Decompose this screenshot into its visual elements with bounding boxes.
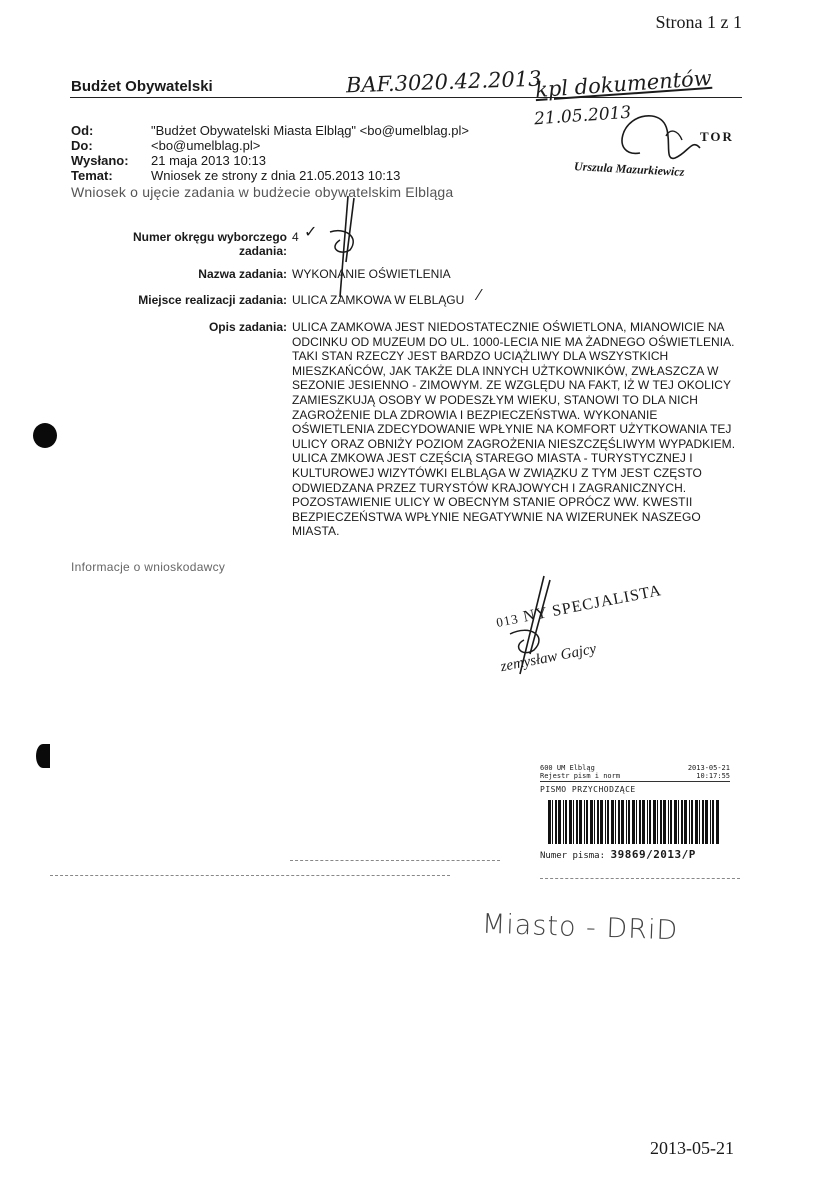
barcode-bar — [689, 800, 690, 844]
barcode-bar — [649, 800, 651, 844]
director-stamp-name: Urszula Mazurkiewicz — [573, 159, 685, 179]
header-divider — [70, 97, 742, 98]
barcode-bar — [611, 800, 614, 844]
registry-time: 10:17:55 — [696, 772, 730, 780]
specialist-stamp-role: NY SPECJALISTA — [521, 582, 664, 626]
description-value: ULICA ZAMKOWA JEST NIEDOSTATECZNIE OŚWIETLONA, MIANOWICIE NA ODCINKU OD MUZEUM DO UL. 1000-LECIA NIE MA ŻADNEGO OŚWIETLENIA. TAKI STAN RZECZY JEST BARDZO UCIĄŻLIWY DLA WSZYSTKICH MIESZKAŃCÓW, JAK TAKŻE DLA INNYCH UŻTKOWNIKÓW, ZWŁASZCZA W SEZONIE JESIENNO - ZIMOWYM. ZE WZGLĘDU NA FAKT, IŻ W TEJ OKOLICY ZAMIESZKUJĄ OSOBY W PODESZŁYM WIEKU, STANOWI TO DLA NICH ZAGROŻENIE DLA ZDROWIA I BEZPIECZEŃSTWA. WYKONANIE OŚWIETLENIA ZDECYDOWANIE WPŁYNIE NA KOMFORT UŻYTKOWANIA TEJ ULICY ORAZ OBNIŻY POZIOM ZAGROŻENIA NIESZCZĘŚLIWYM WYPADKIEM. ULICA ZMKOWA JEST CZĘŚCIĄ STAREGO MIASTA - TURYSTYCZNEJ I KULTUROWEJ WIZYTÓWKI ELBLĄGA W ZWIĄZKU Z TYM JEST CZĘSTO ODWIEDZANA PRZEZ TURYSTÓW KRAJOWYCH I ZAGRANICZNYCH. POZOSTAWIENIE ULICY W OBECNYM STANIE OPRÓCZ WW. KWESTII BEZPIECZEŃSTWA WPŁYNIE NEGATYWNIE NA WIZERUNEK NASZEGO MIASTA. — [292, 320, 736, 539]
barcode-bar — [579, 800, 582, 844]
registry-stamp-row1 — [540, 764, 730, 772]
barcode-image — [548, 800, 720, 844]
department-note-handwritten: Miasto - DRiD — [481, 908, 679, 947]
footer-date: 2013-05-21 — [650, 1138, 734, 1158]
barcode-bar — [600, 800, 603, 844]
barcode-bar — [668, 800, 669, 844]
barcode-bar — [584, 800, 585, 844]
barcode-bar — [642, 800, 645, 844]
documents-date-handwritten: 21.05.2013 — [533, 102, 632, 130]
barcode-bar — [558, 800, 561, 844]
punch-hole-upper — [33, 423, 57, 448]
director-stamp-title: TOR — [700, 129, 734, 144]
registry-stamp-row2 — [540, 772, 730, 780]
barcode-bar — [628, 800, 630, 844]
registry-doc-type: PISMO PRZYCHODZĄCE — [540, 785, 636, 794]
barcode-bar — [548, 800, 551, 844]
barcode-bar — [695, 800, 698, 844]
barcode-bar — [573, 800, 574, 844]
barcode-bar — [590, 800, 593, 844]
registry-stamp — [540, 764, 730, 861]
description-label: Opis zadania: — [208, 320, 287, 334]
from-label: Od: — [71, 123, 94, 138]
case-number-handwritten: BAF.3020.42.2013 — [345, 66, 542, 98]
barcode-bar — [607, 800, 609, 844]
registry-number-row — [540, 848, 730, 861]
barcode-bar — [702, 800, 704, 844]
barcode-bar — [670, 800, 672, 844]
registry-divider — [540, 781, 730, 782]
barcode-bar — [569, 800, 572, 844]
dashed-line-upper — [290, 860, 500, 861]
location-label: Miejsce realizacji zadania: — [138, 293, 287, 307]
barcode-bar — [594, 800, 595, 844]
barcode-bar — [699, 800, 700, 844]
sent-label: Wysłano: — [71, 153, 129, 168]
barcode-bar — [632, 800, 635, 844]
barcode-bar — [639, 800, 641, 844]
documents-note-handwritten: kpl dokumentów — [534, 65, 713, 103]
barcode-bar — [674, 800, 677, 844]
barcode-bar — [647, 800, 648, 844]
sent-value: 21 maja 2013 10:13 — [151, 153, 266, 168]
district-label — [67, 230, 287, 258]
task-name-label: Nazwa zadania: — [198, 267, 287, 281]
barcode-bar — [705, 800, 708, 844]
document-title: Budżet Obywatelski — [71, 78, 213, 95]
registry-number-label: Numer pisma: — [540, 851, 606, 861]
registry-register: Rejestr pism i norm — [540, 772, 621, 780]
punch-hole-lower — [36, 744, 50, 768]
barcode-bar — [597, 800, 599, 844]
specialist-stamp-prefix: 013 — [495, 610, 520, 630]
to-value: <bo@umelblag.pl> — [151, 138, 261, 153]
to-label: Do: — [71, 138, 93, 153]
applicant-info-heading: Informacje o wnioskodawcy — [71, 560, 226, 574]
director-signature — [600, 108, 740, 178]
barcode-bar — [716, 800, 719, 844]
barcode-bar — [563, 800, 564, 844]
barcode-bar — [657, 800, 658, 844]
barcode-bar — [552, 800, 553, 844]
check-mark-icon: ✓ — [304, 224, 318, 241]
location-value: ULICA ZAMKOWA W ELBLĄGU — [292, 293, 465, 307]
district-label-line2: zadania: — [238, 244, 287, 258]
registry-number-value: 39869/2013/P — [610, 848, 696, 861]
barcode-bar — [691, 800, 693, 844]
barcode-bar — [660, 800, 662, 844]
district-value: 4 — [292, 230, 299, 244]
subject-value: Wniosek ze strony z dnia 21.05.2013 10:13 — [151, 168, 401, 183]
barcode-bar — [576, 800, 578, 844]
dashed-line-left — [50, 875, 450, 876]
form-title: Wniosek o ujęcie zadania w budżecie obywatelskim Elbląga — [71, 184, 454, 200]
barcode-bar — [626, 800, 627, 844]
page-number-label: Strona 1 z 1 — [655, 12, 742, 32]
from-value: "Budżet Obywatelski Miasta Elbląg" <bo@umelblag.pl> — [151, 123, 469, 138]
barcode-bar — [678, 800, 679, 844]
barcode-bar — [710, 800, 711, 844]
barcode-bar — [684, 800, 687, 844]
barcode-bar — [605, 800, 606, 844]
barcode-bar — [712, 800, 714, 844]
barcode-bar — [555, 800, 557, 844]
subject-label: Temat: — [71, 168, 113, 183]
tick-mark-icon: ⁄ — [478, 287, 481, 304]
registry-date: 2013-05-21 — [687, 764, 730, 772]
district-signature — [320, 192, 380, 302]
barcode-bar — [618, 800, 620, 844]
barcode-bar — [636, 800, 637, 844]
task-name-value: WYKONANIE OŚWIETLENIA — [292, 267, 451, 281]
barcode-bar — [663, 800, 666, 844]
barcode-bar — [615, 800, 616, 844]
registry-office: 600 UM Elbląg — [540, 764, 595, 772]
specialist-stamp-name: zemysław Gajcy — [499, 640, 598, 676]
barcode-bar — [621, 800, 624, 844]
district-label-line1: Numer okręgu wyborczego — [132, 230, 287, 244]
barcode-bar — [586, 800, 588, 844]
barcode-bar — [653, 800, 656, 844]
barcode-bar — [681, 800, 683, 844]
dashed-line-right — [540, 878, 740, 879]
barcode-bar — [565, 800, 567, 844]
specialist-signature — [500, 574, 570, 684]
